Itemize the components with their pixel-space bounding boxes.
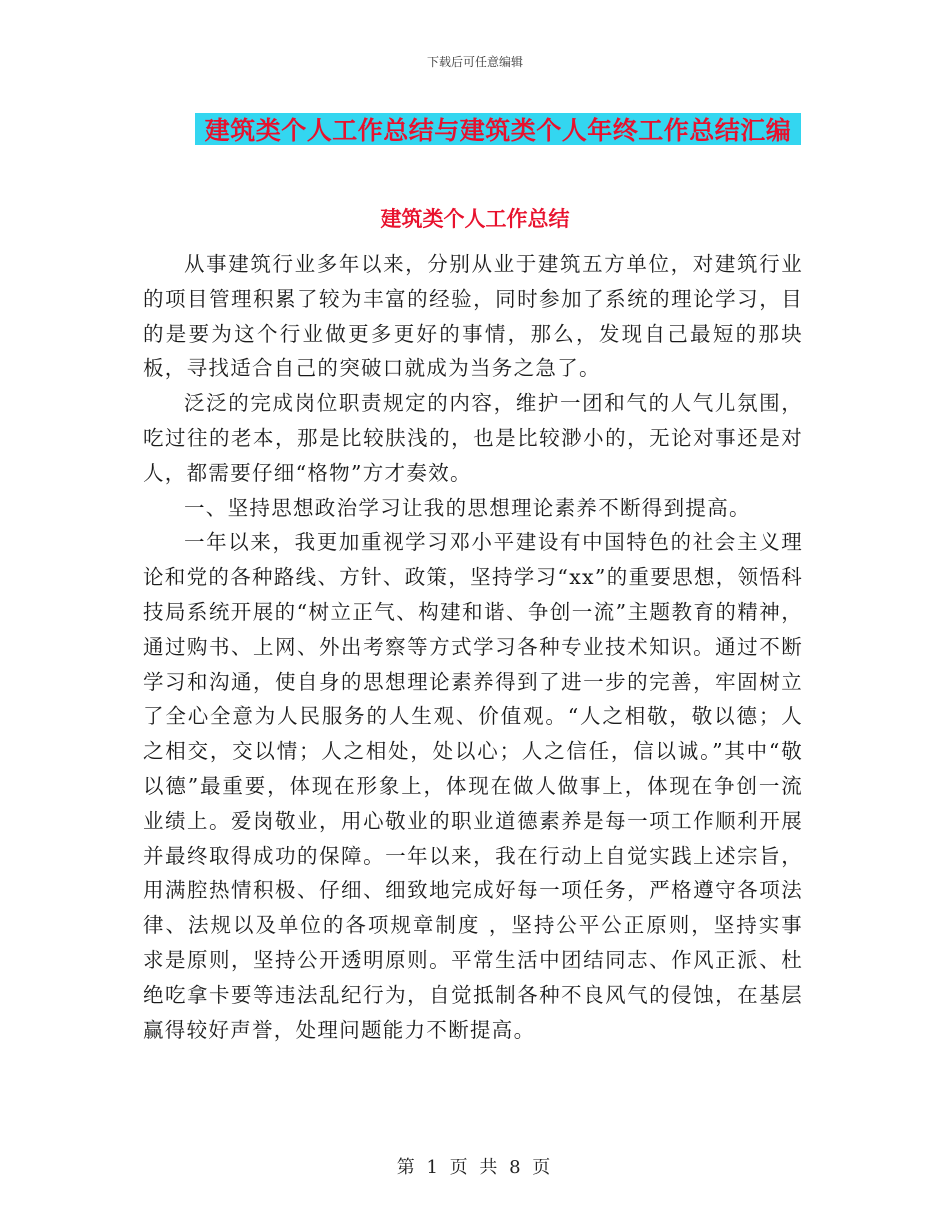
paragraph-heading: 一、坚持思想政治学习让我的思想理论素养不断得到提高。 bbox=[184, 495, 751, 520]
paragraph: 一年以来，我更加重视学习邓小平建设有中国特色的社会主义理论和党的各种路线、方针、政策，坚持学习“xx”的重要思想，领悟科技局系统开展的“树立正气、构建和谐、争创一流”主题教育的精神，通过购书、上网、外出考察等方式学习各种专业技术知识。通过不断学习和沟通，使自身的思想理论素养得到了进一步的完善，牢固树立了全心全意为人民服务的人生观、价值观。“人之相敬，敬以德；人之相交，交以情；人之相处，处以心；人之信任，信以诚。”其中“敬以德”最重要，体现在形象上，体现在做人做事上，体现在争创一流业绩上。爱岗敬业，用心敬业的职业道德素养是每一项工作顺利开展并最终取得成功的保障。一年以来，我在行动上自觉实践上述宗旨，用满腔热情积极、仔细、细致地完成好每一项任务，严格遵守各项法律、法规以及单位的各项规章制度 ，坚持公平公正原则，坚持实事求是原则，坚持公开透明原则。平常生活中团结同志、作风正派、杜绝吃拿卡要等违法乱纪行为，自觉抵制各种不良风气的侵蚀，在基层赢得较好声誉，处理问题能力不断提高。 bbox=[143, 530, 803, 1042]
main-title: 建筑类个人工作总结与建筑类个人年终工作总结汇编 bbox=[204, 116, 792, 145]
section-title: 建筑类个人工作总结 bbox=[380, 207, 570, 231]
page-indicator: 第 1 页 共 8 页 bbox=[396, 1157, 554, 1178]
body-text bbox=[143, 247, 803, 1047]
header-note: 下载后可任意编辑 bbox=[426, 55, 523, 69]
paragraph: 从事建筑行业多年以来，分别从业于建筑五方单位，对建筑行业的项目管理积累了较为丰富的经验，同时参加了系统的理论学习，目的是要为这个行业做更多更好的事情，那么，发现自己最短的那块板，寻找适合自己的突破口就成为当务之急了。 bbox=[143, 252, 803, 381]
paragraph: 泛泛的完成岗位职责规定的内容，维护一团和气的人气儿氛围，吃过往的老本，那是比较肤浅的，也是比较渺小的，无论对事还是对人，都需要仔细“格物”方才奏效。 bbox=[143, 391, 803, 485]
main-title-highlight bbox=[195, 113, 801, 145]
